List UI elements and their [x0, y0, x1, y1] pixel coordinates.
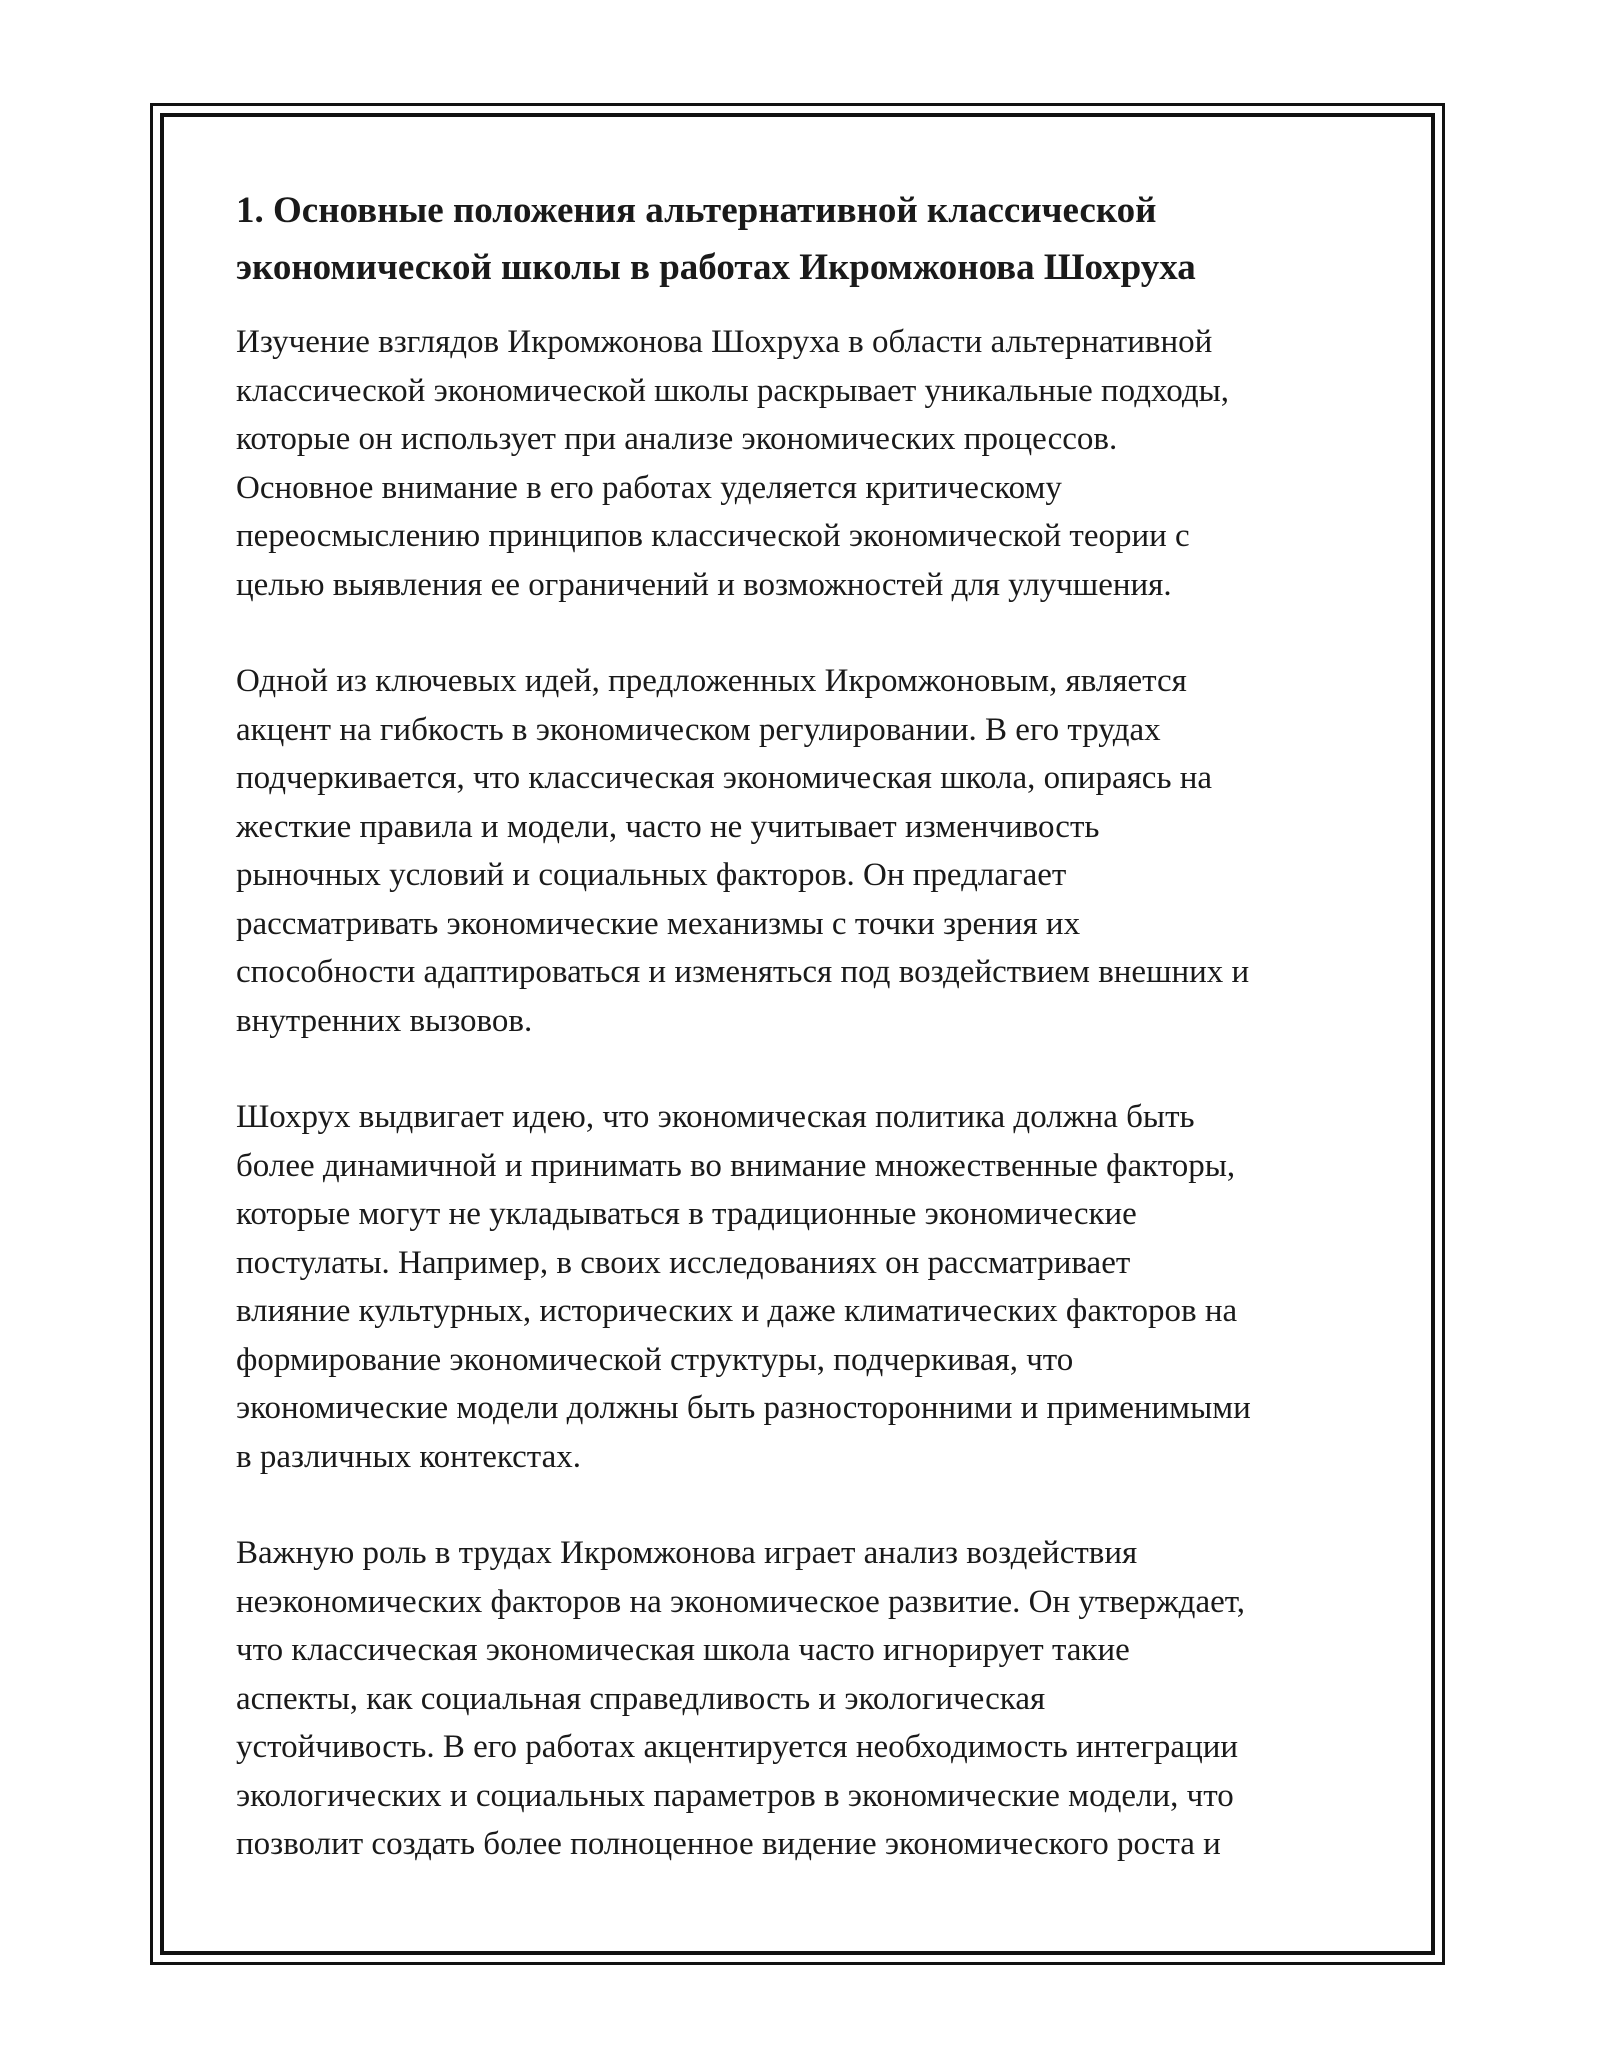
paragraph-3: Шохрух выдвигает идею, что экономическая политика должна быть более динамичной и принимать во внимание множественные факторы, которые могут не укладываться в традиционные экономические постулаты. Например, в своих исследованиях он рассматривает влияние культурных, исторических и даже климатических факторов на формирование экономической структуры, подчеркивая, что экономические модели должны быть разносторонними и применимыми в различных контекстах. — [236, 1099, 1251, 1475]
paragraph-2: Одной из ключевых идей, предложенных Икромжоновым, является акцент на гибкость в экономическом регулировании. В его трудах подчеркивается, что классическая экономическая школа, опираясь на жесткие правила и модели, часто не учитывает изменчивость рыночных условий и социальных факторов. Он предлагает рассматривать экономические механизмы с точки зрения их способности адаптироваться и изменяться под воздействием внешних и внутренних вызовов. — [236, 663, 1250, 1039]
paragraph-1: Изучение взглядов Икромжонова Шохруха в области альтернативной классической экономической школы раскрывает уникальные подходы, которые он использует при анализе экономических процессов. Основное внимание в его работах уделяется критическому переосмыслению принципов классической экономической теории с целью выявления ее ограничений и возможностей для улучшения. — [236, 324, 1230, 603]
document-body — [236, 182, 1376, 1917]
section-heading: 1. Основные положения альтернативной классической экономической школы в работах Икромжонова Шохруха — [236, 190, 1196, 288]
paragraph-4: Важную роль в трудах Икромжонова играет анализ воздействия неэкономических факторов на экономическое развитие. Он утверждает, что классическая экономическая школа часто игнорирует такие аспекты, как социальная справедливость и экологическая устойчивость. В его работах акцентируется необходимость интеграции экологических и социальных параметров в экономические модели, что позволит создать более полноценное видение экономического роста и — [236, 1535, 1245, 1862]
